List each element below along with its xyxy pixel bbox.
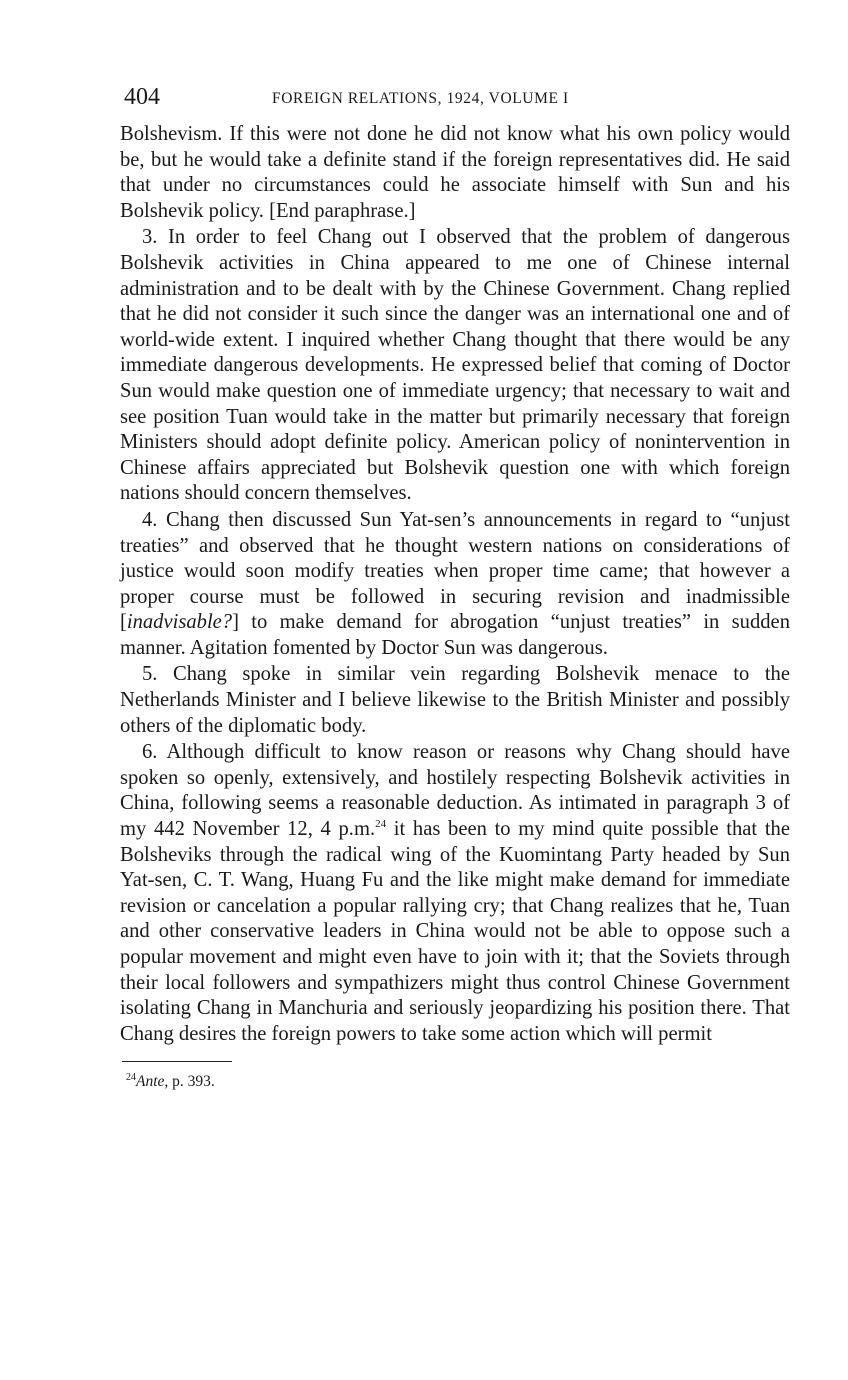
- paragraph-4-text-a: 4. Chang then discussed Sun Yat-sen’s announcements in regard to “unjust treaties” and observed that he thought western nations on considerations of justice would soon modify treaties when proper time came; that however a proper course must be followed in securing revision and inadmissible [: [120, 508, 790, 634]
- footnote-reference[interactable]: 24: [375, 818, 387, 831]
- footnote: [126, 1072, 790, 1091]
- paragraph-4: [120, 508, 790, 662]
- paragraph-3: 3. In order to feel Chang out I observed that the problem of dangerous Bolshevik activities in China appeared to me one of Chinese internal administration and to be dealt with by the Chinese Government. Chang replied that he did not consider it such since the danger was an international one and of world-wide extent. I inquired whether Chang thought that there would be any immediate dangerous developments. He expressed belief that coming of Doctor Sun would make question one of immediate urgency; that necessary to wait and see position Tuan would take in the matter but primarily necessary that foreign Ministers should adopt definite policy. American policy of nonintervention in Chinese affairs appreciated but Bolshevik question one with which foreign nations should concern themselves.: [120, 226, 790, 505]
- footnote-mark: 24: [126, 1072, 136, 1084]
- footnote-divider: [122, 1061, 232, 1062]
- paragraph-5: 5. Chang spoke in similar vein regarding Bolshevik menace to the Netherlands Minister and I believe likewise to the British Minister and possibly others of the diplomatic body.: [120, 663, 790, 737]
- paragraph-4-text-b: ] to make demand for abrogation “unjust treaties” in sudden manner. Agitation fomented by Doctor Sun was dangerous.: [120, 611, 790, 659]
- document-page: [120, 82, 790, 1092]
- paragraph-6-text-a: 6. Although difficult to know reason or reasons why Chang should have spoken so openly, extensively, and hostilely respecting Bolshevik activities in China, following seems a reasonable deduction. As intimated in paragraph 3 of my 442 November 12, 4 p.m.: [120, 741, 790, 841]
- paragraph-6: [120, 740, 790, 1047]
- running-title: FOREIGN RELATIONS, 1924, VOLUME I: [272, 90, 569, 107]
- page-number: 404: [124, 84, 160, 110]
- paragraph-4-italic: inadvisable?: [126, 611, 233, 634]
- paragraph-continuation: Bolshevism. If this were not done he did not know what his own policy would be, but he would take a definite stand if the foreign representatives did. He said that under no circumstances could he associate himself with Sun and his Bolshevik policy. [End paraphrase.]: [120, 123, 790, 222]
- running-head: [120, 82, 790, 116]
- footnote-italic: Ante,: [136, 1073, 169, 1091]
- footnote-text: p. 393.: [168, 1073, 215, 1091]
- paragraph-6-text-b: it has been to my mind quite possible that the Bolsheviks through the radical wing of the Kuomintang Party headed by Sun Yat-sen, C. T. Wang, Huang Fu and the like might make demand for immediate revision or cancelation a popular rallying cry; that Chang realizes that he, Tuan and other conservative leaders in China would not be able to oppose such a popular movement and might even have to join with it; that the Soviets through their local followers and sympathizers might thus control Chinese Government isolating Chang in Manchuria and seriously jeopardizing his position there. That Chang desires the foreign powers to take some action which will permit: [120, 818, 790, 1045]
- body-text: [120, 122, 790, 1047]
